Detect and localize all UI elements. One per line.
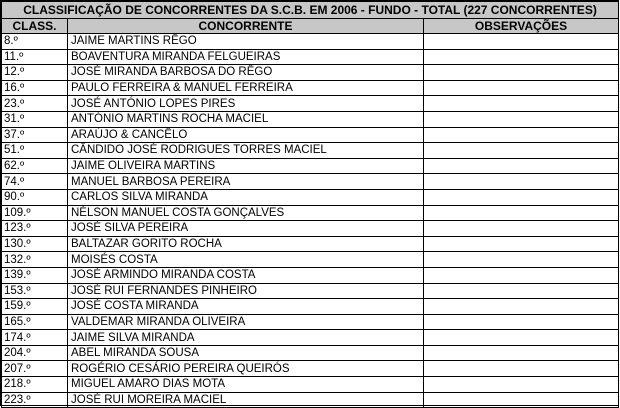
table-row [2,65,619,81]
table-row [2,221,619,237]
title-row [2,2,619,19]
table-row [2,34,619,50]
competitor-cell: JOSÉ SILVA PEREIRA [68,221,424,237]
rank-header: CLASS. [2,19,68,34]
observations-cell [424,252,619,268]
rank-cell: 130.º [2,236,68,252]
rank-cell: 62.º [2,158,68,174]
rank-cell: 204.º [2,345,68,361]
competitor-cell: CARLOS SILVA MIRANDA [68,189,424,205]
table-row [2,283,619,299]
rank-cell: 16.º [2,80,68,96]
competitor-cell: NÉLSON MANUEL COSTA GONÇALVES [68,205,424,221]
competitor-cell: ROGÉRIO CESÁRIO PEREIRA QUEIRÓS [68,361,424,377]
table-row [2,49,619,65]
observations-cell [424,345,619,361]
table-row [2,361,619,377]
competitor-header: CONCORRENTE [68,19,424,34]
competitor-cell: JOSÉ MIRANDA BARBOSA DO RÊGO [68,65,424,81]
table-row [2,345,619,361]
rank-cell: 153.º [2,283,68,299]
observations-cell [424,236,619,252]
rank-cell: 139.º [2,267,68,283]
table-row [2,236,619,252]
observations-cell [424,330,619,346]
competitor-cell: ANTÓNIO MARTINS ROCHA MACIEL [68,111,424,127]
competitor-cell: JOSÉ RUI MOREIRA MACIEL [68,392,424,408]
observations-cell [424,143,619,159]
competitor-cell: JAIME OLIVEIRA MARTINS [68,158,424,174]
rank-cell: 74.º [2,174,68,190]
rank-cell: 12.º [2,65,68,81]
table-row [2,377,619,393]
rank-cell: 109.º [2,205,68,221]
observations-cell [424,111,619,127]
competitor-cell: MIGUEL AMARO DIAS MOTA [68,377,424,393]
rank-cell: 51.º [2,143,68,159]
observations-cell [424,205,619,221]
table-row [2,299,619,315]
observations-header: OBSERVAÇÕES [424,19,619,34]
observations-cell [424,80,619,96]
rank-cell: 31.º [2,111,68,127]
table-row [2,158,619,174]
rank-cell: 159.º [2,299,68,315]
rank-cell: 8.º [2,34,68,50]
observations-cell [424,314,619,330]
table-row [2,205,619,221]
observations-cell [424,96,619,112]
table-row [2,127,619,143]
competitor-cell: CÂNDIDO JOSÉ RODRIGUES TORRES MACIEL [68,143,424,159]
table-row [2,96,619,112]
table-row [2,392,619,408]
competitor-cell: BOAVENTURA MIRANDA FELGUEIRAS [68,49,424,65]
rank-cell: 132.º [2,252,68,268]
rank-cell: 207.º [2,361,68,377]
competitor-cell: JOSÉ RUI FERNANDES PINHEIRO [68,283,424,299]
header-row [2,19,619,34]
observations-cell [424,158,619,174]
table-body [2,34,619,408]
observations-cell [424,65,619,81]
observations-cell [424,267,619,283]
competitor-cell: ARAÚJO & CANCÊLO [68,127,424,143]
observations-cell [424,283,619,299]
competitor-cell: JOSÉ ARMINDO MIRANDA COSTA [68,267,424,283]
competitor-cell: BALTAZAR GORITO ROCHA [68,236,424,252]
table-row [2,143,619,159]
observations-cell [424,392,619,408]
observations-cell [424,377,619,393]
table-row [2,252,619,268]
competitor-cell: JOSÉ ANTÓNIO LOPES PIRES [68,96,424,112]
competitor-cell: VALDEMAR MIRANDA OLIVEIRA [68,314,424,330]
rank-cell: 11.º [2,49,68,65]
table-row [2,189,619,205]
observations-cell [424,221,619,237]
observations-cell [424,127,619,143]
rank-cell: 37.º [2,127,68,143]
rank-cell: 123.º [2,221,68,237]
competitor-cell: PAULO FERREIRA & MANUEL FERREIRA [68,80,424,96]
competitor-cell: ABEL MIRANDA SOUSA [68,345,424,361]
rank-cell: 218.º [2,377,68,393]
competitor-cell: JAIME SILVA MIRANDA [68,330,424,346]
observations-cell [424,49,619,65]
competitor-cell: MOISÉS COSTA [68,252,424,268]
table-row [2,80,619,96]
competitor-cell: MANUEL BARBOSA PEREIRA [68,174,424,190]
observations-cell [424,299,619,315]
table-row [2,314,619,330]
rank-cell: 90.º [2,189,68,205]
rank-cell: 223.º [2,392,68,408]
table-row [2,111,619,127]
observations-cell [424,34,619,50]
rank-cell: 165.º [2,314,68,330]
observations-cell [424,189,619,205]
observations-cell [424,361,619,377]
table-row [2,330,619,346]
rank-cell: 23.º [2,96,68,112]
table-row [2,267,619,283]
competitor-cell: JOSÉ COSTA MIRANDA [68,299,424,315]
classification-table [1,1,619,408]
table-row [2,174,619,190]
table-title: CLASSIFICAÇÃO DE CONCORRENTES DA S.C.B. EM 2006 - FUNDO - TOTAL (227 CONCORRENTES) [2,2,619,19]
rank-cell: 174.º [2,330,68,346]
competitor-cell: JAIME MARTINS RÊGO [68,34,424,50]
observations-cell [424,174,619,190]
